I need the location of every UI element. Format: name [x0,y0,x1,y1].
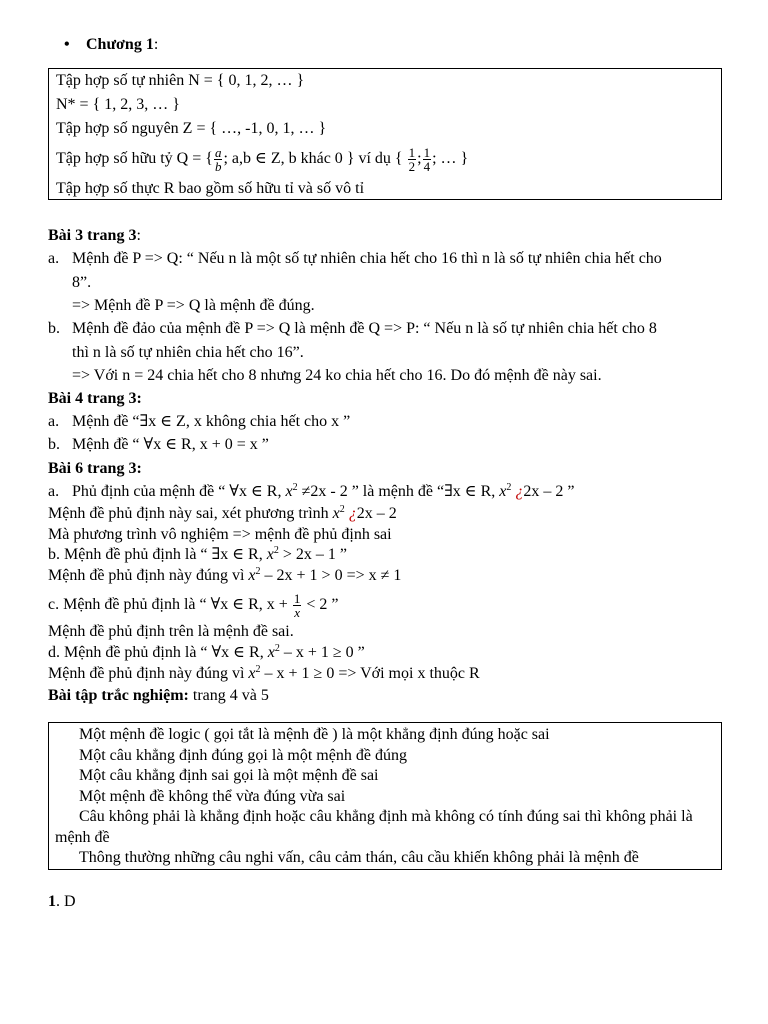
bai6-heading: Bài 6 trang 3: [48,460,142,477]
bai6-line5: Mệnh đề phủ định này đúng vì $x^2 - 2x + 1 > 0 => x \ne 1$ [48,566,402,584]
bai3-a-line1: a. Mệnh đề P => Q: “ Nếu n là một số tự nhiên chia hết cho 16 thì n là số tự nhiên chia hết cho [48,250,662,267]
bai6-line9: Mệnh đề phủ định này đúng vì $x^2 - x + 1 \ge 0$ => Với mọi x thuộc R [48,664,480,682]
set-rational: Tập hợp số hữu tỷ Q = { $\frac{a}{b}$ ; a,b ∈ Z, b khác 0 } ví dụ { $\frac{1}{2}$ ; $\frac{1}{4}$ ; … } [56,144,469,174]
bai6-line3: Mà phương trình vô nghiệm => mệnh đề phủ định sai [48,526,392,543]
bai3-b-line3: => Với n = 24 chia hết cho 8 nhưng 24 ko chia hết cho 16. Do đó mệnh đề này sai. [72,367,602,384]
logic-theory-box [48,722,722,870]
bai3-b-line2: thì n là số tự nhiên chia hết cho 16”. [72,344,304,361]
theory-line-2: Một câu khẳng định đúng gọi là một mệnh đề đúng [79,746,407,764]
bai3-b-line1: b. Mệnh đề đảo của mệnh đề P => Q là mệnh đề Q => P: “ Nếu n là số tự nhiên chia hết cho 8 [48,320,657,337]
set-natural-star: N* = { 1, 2, 3, … } [56,96,180,113]
bai6-line7: Mệnh đề phủ định trên là mệnh đề sai. [48,623,294,640]
answer-1: 1. D [48,893,76,910]
bai4-b: b. Mệnh đề “ ∀x ∈ R, x + 0 = x ” [48,436,269,453]
fraction-one-half: $\frac{1}{2}$ [408,144,416,174]
bai6-a: a. Phủ định của mệnh đề “ ∀x ∈ R, $x^2 \ne 2x - 2$ ” là mệnh đề “∃x ∈ R, $x^2$ ¿2x – 2 ” [48,482,575,500]
bai6-line2: Mệnh đề phủ định này sai, xét phương trình $x^2$ ¿2x – 2 [48,504,397,522]
theory-line-1: Một mệnh đề logic ( gọi tắt là mệnh đề ) là một khẳng định đúng hoặc sai [79,726,550,743]
chapter-heading: • Chương 1: [64,36,159,53]
mcq-heading: Bài tập trắc nghiệm: trang 4 và 5 [48,687,269,704]
bai6-b: b. Mệnh đề phủ định là “ ∃x ∈ R, $x^2 > 2x - 1$ ” [48,545,347,563]
number-sets-box [48,68,722,200]
bai3-a-line3: => Mệnh đề P => Q là mệnh đề đúng. [72,297,315,314]
theory-line-5: Câu không phải là khẳng định hoặc câu khẳng định mà không có tính đúng sai thì không phải là mệnh đề [55,808,693,846]
bai3-heading: Bài 3 trang 3: [48,227,141,244]
set-integer: Tập hợp số nguyên Z = { …, -1, 0, 1, … } [56,120,327,137]
fraction-a-b: $\frac{a}{b}$ [214,144,222,174]
bai4-heading: Bài 4 trang 3: [48,390,142,407]
fraction-one-over-x: $\frac{1}{x}$ [293,590,301,620]
fraction-one-quarter: $\frac{1}{4}$ [423,144,431,174]
chapter-title: Chương 1 [86,36,154,53]
bai6-d: d. Mệnh đề phủ định là “ ∀x ∈ R, $x^2 - x + 1 \ge 0$ ” [48,643,365,661]
set-natural: Tập hợp số tự nhiên N = { 0, 1, 2, … } [56,72,305,89]
bullet: • [64,36,70,53]
theory-line-6: Thông thường những câu nghi vấn, câu cảm thán, câu cầu khiến không phải là mệnh đề [79,849,639,866]
bai6-c: c. Mệnh đề phủ định là “ ∀x ∈ R, x + $\frac{1}{x}$ < 2 ” [48,590,339,620]
set-real: Tập hợp số thực R bao gồm số hữu tỉ và số vô tỉ [56,180,365,197]
theory-line-3: Một câu khẳng định sai gọi là một mệnh đề sai [79,767,379,784]
theory-line-4: Một mệnh đề không thể vừa đúng vừa sai [79,787,346,805]
bai4-a: a. Mệnh đề “∃x ∈ Z, x không chia hết cho x ” [48,413,351,430]
bai3-a-line2: 8”. [72,274,92,291]
